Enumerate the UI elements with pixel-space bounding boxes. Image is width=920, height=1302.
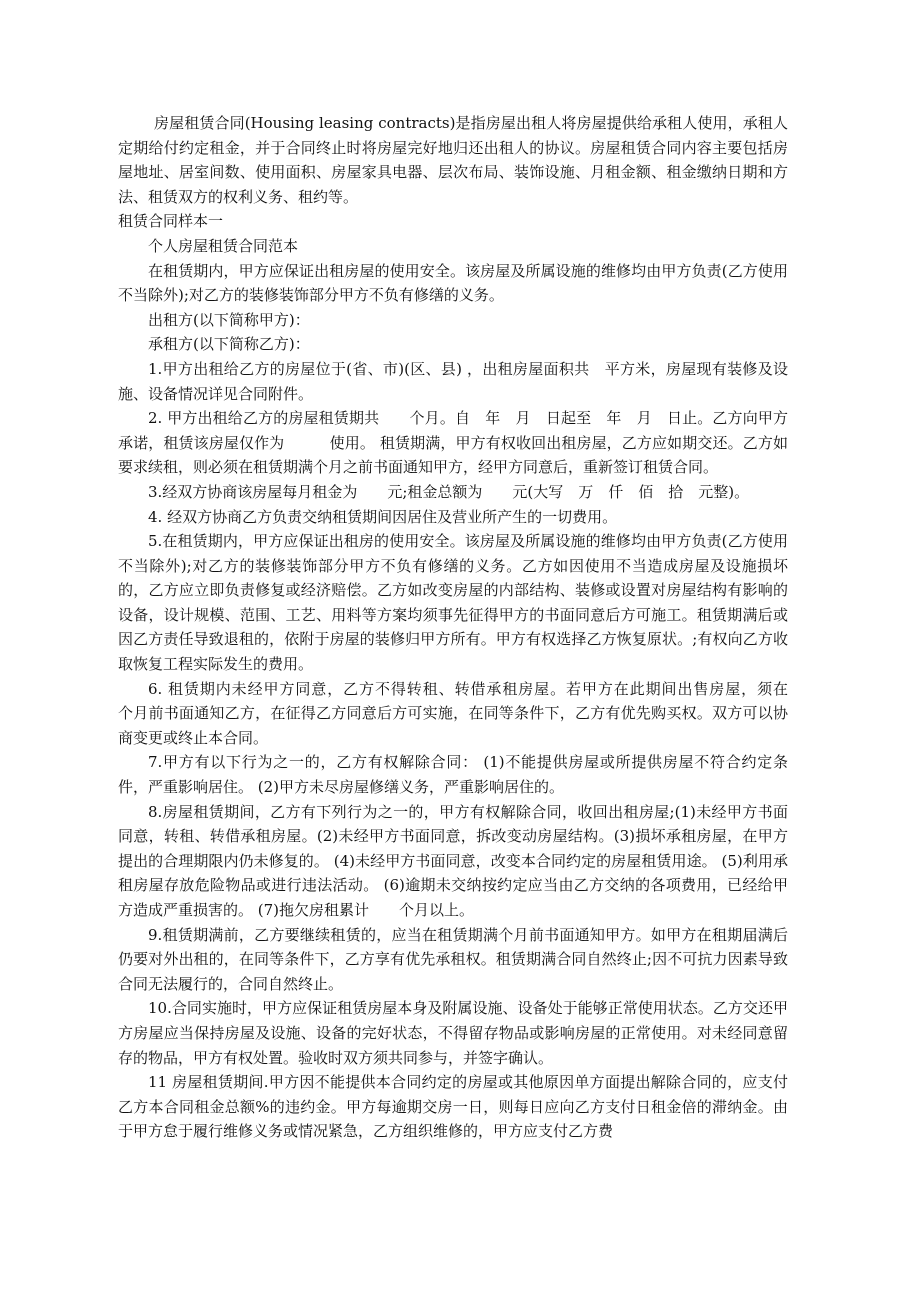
clause-11: 11 房屋租赁期间.甲方因不能提供本合同约定的房屋或其他原因单方面提出解除合同的，应支付乙方本合同租金总额%的违约金。甲方每逾期交房一日，则每日应向乙方支付日租金倍的滞纳金。由于甲方怠于履行维修义务或情况紧急，乙方组织维修的，甲方应支付乙方费 (118, 1073, 788, 1141)
clause-10: 10.合同实施时，甲方应保证租赁房屋本身及附属设施、设备处于能够正常使用状态。乙方交还甲方房屋应当保持房屋及设施、设备的完好状态，不得留存物品或影响房屋的正常使用。对未经同意留存的物品，甲方有权处置。验收时双方须共同参与，并签字确认。 (118, 999, 788, 1067)
intro-paragraph: 房屋租赁合同(Housing leasing contracts)是指房屋出租人将房屋提供给承租人使用，承租人定期给付约定租金，并于合同终止时将房屋完好地归还出租人的协议。房屋租赁合同内容主要包括房屋地址、居室间数、使用面积、房屋家具电器、层次布局、装饰设施、月租金额、租金缴纳日期和方法、租赁双方的权利义务、租约等。 (118, 114, 788, 206)
clause-6: 6. 租赁期内未经甲方同意，乙方不得转租、转借承租房屋。若甲方在此期间出售房屋，须在 个月前书面通知乙方，在征得乙方同意后方可实施，在同等条件下，乙方有优先购买权。双方可以协商变更或终止本合同。 (118, 679, 819, 747)
clause-9: 9.租赁期满前，乙方要继续租赁的，应当在租赁期满个月前书面通知甲方。如甲方在租期届满后仍要对外出租的，在同等条件下，乙方享有优先承租权。租赁期满合同自然终止;因不可抗力因素导致合同无法履行的，合同自然终止。 (118, 925, 788, 993)
clause-7: 7.甲方有以下行为之一的，乙方有权解除合同： (1)不能提供房屋或所提供房屋不符合约定条件，严重影响居住。 (2)甲方未尽房屋修缮义务，严重影响居住的。 (118, 753, 788, 797)
contract-title: 个人房屋租赁合同范本 (148, 236, 299, 255)
clause-5: 5.在租赁期内，甲方应保证出租房的使用安全。该房屋及所属设施的维修均由甲方负责(乙方使用不当除外);对乙方的装修装饰部分甲方不负有修缮的义务。乙方如因使用不当造成房屋及设施损坏的，乙方应立即负责修复或经济赔偿。乙方如改变房屋的内部结构、装修或设置对房屋结构有影响的设备，设计规模、范围、工艺、用料等方案均须事先征得甲方的书面同意后方可施工。租赁期满后或因乙方责任导致退租的，依附于房屋的装修归甲方所有。甲方有权选择乙方恢复原状。;有权向乙方收取恢复工程实际发生的费用。 (118, 532, 788, 674)
clause-3: 3.经双方协商该房屋每月租金为 元;租金总额为 元(大写 万 仟 佰 拾 元整)。 (148, 482, 750, 501)
preamble-paragraph: 在租赁期内，甲方应保证出租房屋的使用安全。该房屋及所属设施的维修均由甲方负责(乙方使用不当除外);对乙方的装修装饰部分甲方不负有修缮的义务。 (118, 261, 788, 305)
clause-2: 2. 甲方出租给乙方的房屋租赁期共 个月。自 年 月 日起至 年 月 日止。乙方向甲方承诺，租赁该房屋仅作为 使用。 租赁期满，甲方有权收回出租房屋，乙方应如期交还。乙方如要求续租，则必须在租赁期满个月之前书面通知甲方，经甲方同意后，重新签订租赁合同。 (118, 409, 788, 477)
clause-1: 1.甲方出租给乙方的房屋位于(省、市)(区、县) ，出租房屋面积共 平方米，房屋现有装修及设施、设备情况详见合同附件。 (118, 359, 788, 403)
sample-heading: 租赁合同样本一 (118, 212, 224, 231)
lessee-line: 承租方(以下简称乙方)： (148, 335, 310, 354)
clause-8: 8.房屋租赁期间，乙方有下列行为之一的，甲方有权解除合同，收回出租房屋;(1)未经甲方书面同意，转租、转借承租房屋。(2)未经甲方书面同意，拆改变动房屋结构。(3)损坏承租房屋，在甲方提出的合理期限内仍未修复的。 (4)未经甲方书面同意，改变本合同约定的房屋租赁用途。 (5)利用承租房屋存放危险物品或进行违法活动。 (6)逾期未交纳按约定应当由乙方交纳的各项费用，已经给甲方造成严重损害的。 (7)拖欠房租累计 个月以上。 (118, 802, 788, 919)
document-page (118, 111, 819, 1144)
lessor-line: 出租方(以下简称甲方)： (148, 310, 310, 329)
clause-4: 4. 经双方协商乙方负责交纳租赁期间因居住及营业所产生的一切费用。 (148, 507, 618, 526)
